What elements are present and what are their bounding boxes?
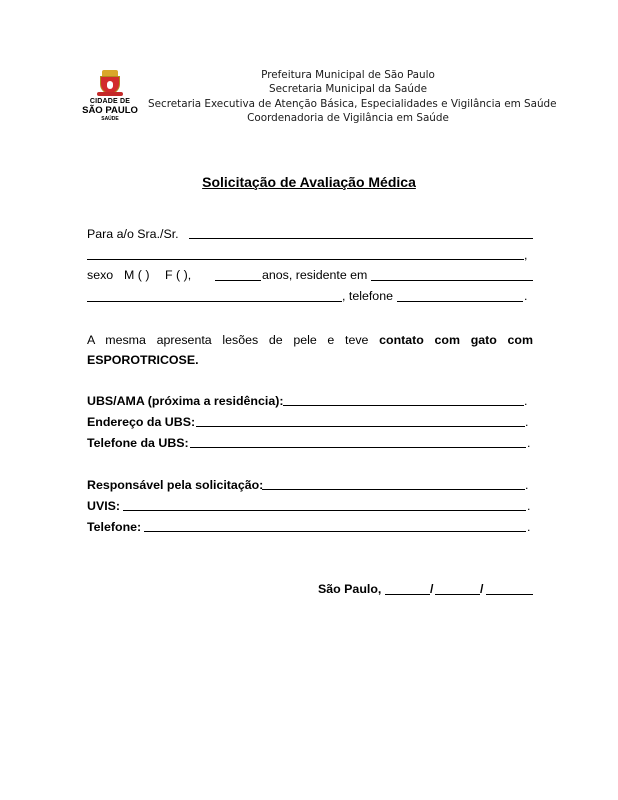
- recipient-label: Para a/o Sra./Sr.: [87, 227, 179, 241]
- phone-field[interactable]: [397, 301, 523, 302]
- age-field[interactable]: [215, 280, 261, 281]
- logo-text-line2: SÃO PAULO: [82, 105, 138, 116]
- ubs-address-field[interactable]: [196, 426, 525, 427]
- recipient-name-field[interactable]: [189, 238, 533, 239]
- sex-option-m[interactable]: M ( ): [124, 268, 150, 282]
- requester-label: Responsável pela solicitação:: [87, 478, 264, 492]
- period: .: [527, 520, 531, 534]
- city-logo: [80, 70, 140, 126]
- requester-phone-field[interactable]: [144, 531, 526, 532]
- recipient-name-continuation-field[interactable]: [87, 259, 524, 260]
- requester-phone-label: Telefone:: [87, 520, 142, 534]
- sex-label: sexo: [87, 268, 114, 282]
- date-day-field[interactable]: [385, 594, 430, 595]
- ubs-ama-label: UBS/AMA (próxima a residência):: [87, 394, 284, 408]
- page-title: Solicitação de Avaliação Médica: [202, 174, 416, 190]
- uvis-label: UVIS:: [87, 499, 121, 513]
- address-continuation-field[interactable]: [87, 301, 342, 302]
- date-separator: /: [480, 582, 484, 596]
- period: .: [527, 436, 531, 450]
- header-line: Secretaria Executiva de Atenção Básica, Especialidades e Vigilância em Saúde: [148, 97, 557, 110]
- sex-option-f[interactable]: F ( ),: [165, 268, 192, 282]
- paragraph-bold-text: contato com gato com: [379, 333, 534, 347]
- requester-field[interactable]: [262, 489, 525, 490]
- description-paragraph: [87, 330, 533, 350]
- coat-of-arms-icon: [97, 70, 123, 98]
- date-separator: /: [430, 582, 434, 596]
- ubs-address-label: Endereço da UBS:: [87, 415, 196, 429]
- period: .: [525, 478, 529, 492]
- date-month-field[interactable]: [435, 594, 480, 595]
- ubs-phone-field[interactable]: [190, 447, 526, 448]
- ubs-phone-label: Telefone da UBS:: [87, 436, 189, 450]
- period: .: [524, 394, 528, 408]
- period: .: [527, 499, 531, 513]
- address-field[interactable]: [371, 280, 533, 281]
- phone-label: , telefone: [342, 289, 393, 303]
- ubs-ama-field[interactable]: [283, 405, 524, 406]
- paragraph-normal-text: A mesma apresenta lesões de pele e teve: [87, 333, 380, 347]
- period: .: [525, 415, 529, 429]
- period: .: [524, 289, 528, 303]
- age-residence-label: anos, residente em: [262, 268, 368, 282]
- header-line: Coordenadoria de Vigilância em Saúde: [247, 111, 449, 124]
- document-header: [148, 68, 557, 125]
- uvis-field[interactable]: [123, 510, 526, 511]
- paragraph-bold-line2: ESPOROTRICOSE.: [87, 353, 199, 367]
- date-year-field[interactable]: [486, 594, 533, 595]
- date-city-label: São Paulo,: [318, 582, 382, 596]
- header-line: Prefeitura Municipal de São Paulo: [261, 69, 435, 81]
- comma: ,: [524, 248, 528, 262]
- logo-text-line1: CIDADE DE: [89, 98, 131, 105]
- header-line: Secretaria Municipal da Saúde: [269, 83, 427, 96]
- logo-text-line3: SAÚDE: [101, 116, 119, 122]
